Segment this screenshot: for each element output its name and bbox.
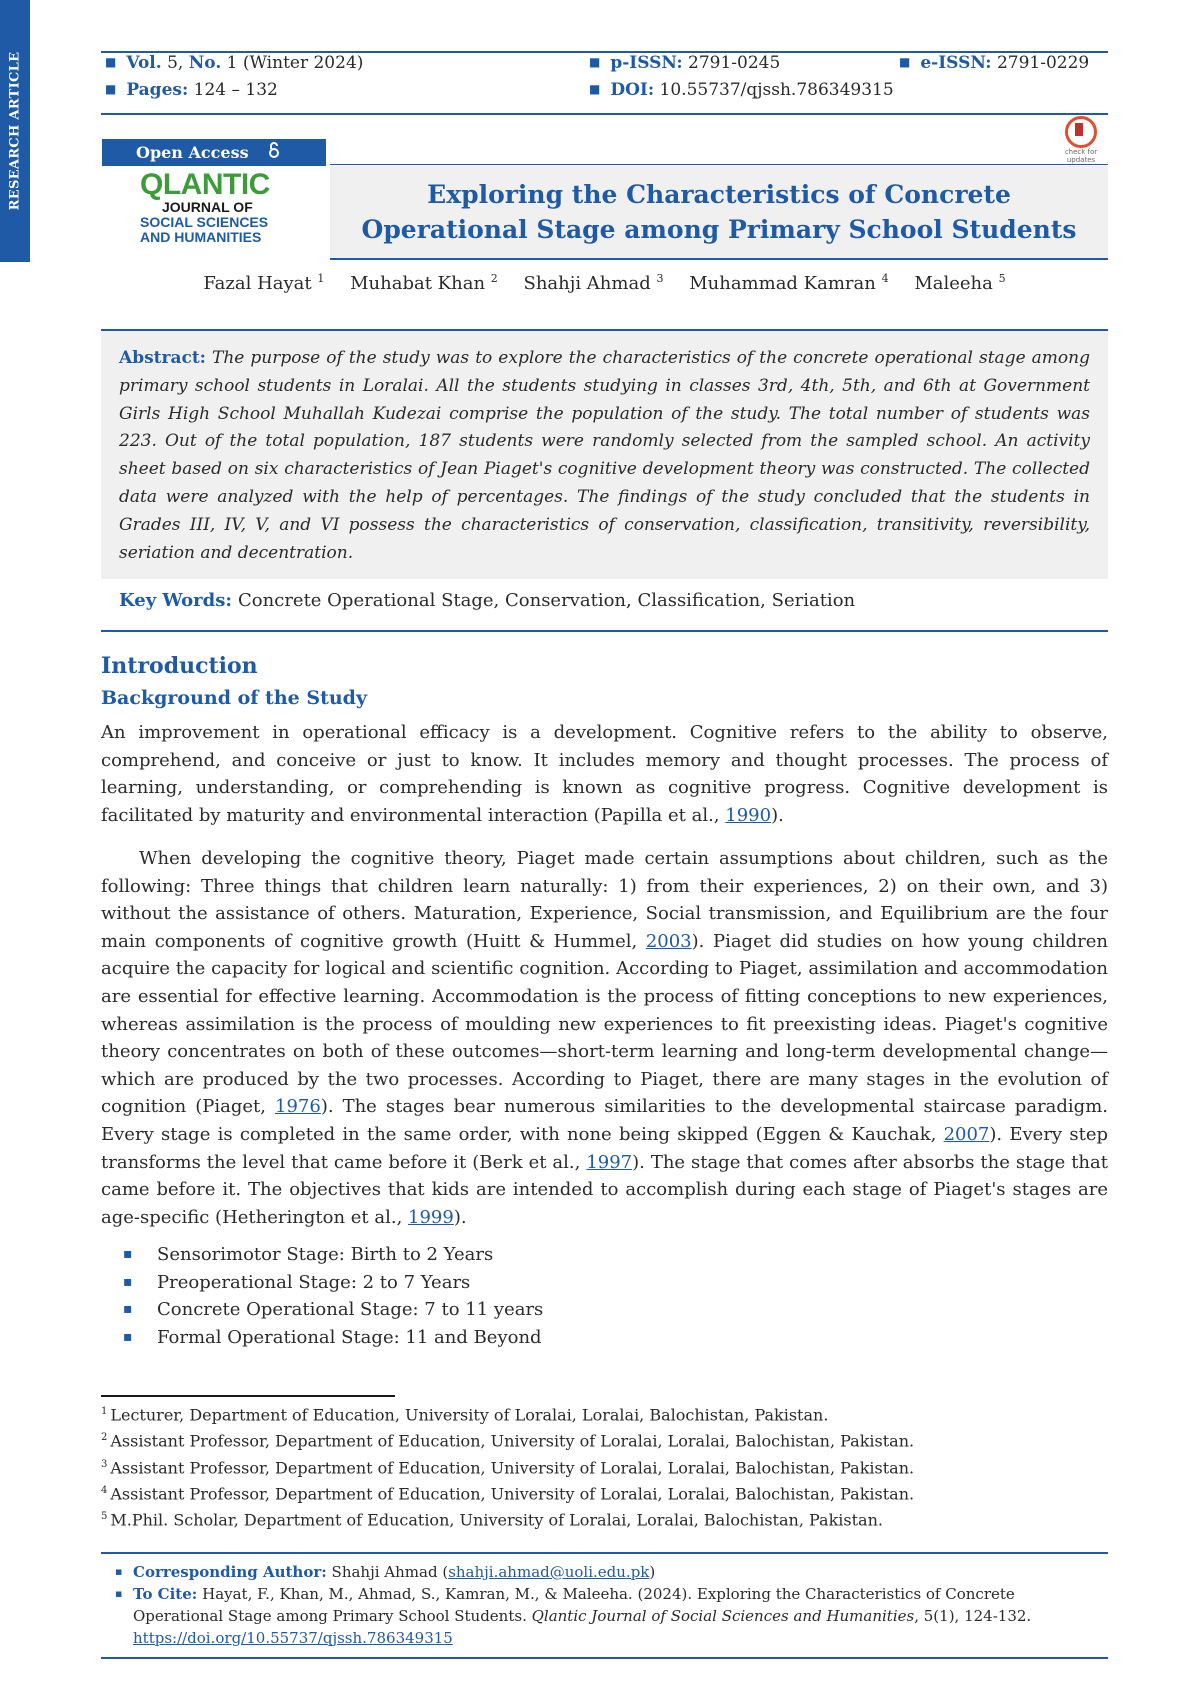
bullet-icon: ■ — [589, 55, 601, 69]
meta-pissn: ■ p-ISSN: 2791-0245 — [589, 53, 781, 73]
author: Muhammad Kamran $^4$ — [689, 272, 889, 294]
meta-pages: ■ Pages: 124 – 132 — [105, 80, 278, 100]
citation-link[interactable]: 1990 — [725, 804, 772, 826]
logo-line-4: AND HUMANITIES — [140, 229, 262, 245]
crossmark-text: check for updates — [1064, 148, 1098, 164]
list-item: ▪ Concrete Operational Stage: 7 to 11 years — [101, 1296, 543, 1324]
doi-link[interactable]: https://doi.org/10.55737/qjssh.786349315 — [133, 1629, 453, 1647]
citation-link[interactable]: 1976 — [275, 1096, 321, 1118]
bullet-icon: ■ — [899, 55, 911, 69]
logo-line-3: SOCIAL SCIENCES — [140, 214, 269, 230]
footnote: $^4$ Assistant Professor, Department of Education, University of Loralai, Loralai, Balochistan, Pakistan. — [101, 1484, 915, 1504]
logo-line-2: JOURNAL OF — [162, 199, 253, 215]
abstract-label: Abstract: — [119, 348, 206, 368]
stage-list — [101, 1241, 543, 1351]
research-article-label: RESEARCH ARTICLE — [7, 51, 23, 211]
paragraph-1: An improvement in operational efficacy is a development. Cognitive refers to the ability to observe, comprehend, and conceive or just to know. It includes memory and thought processes. The process of learning, understanding, or comprehending is known as cognitive progress. Cognitive development is facilitated by maturity and environmental interaction (Papilla et al., 1990). — [101, 722, 1108, 826]
open-lock-icon — [268, 139, 280, 166]
introduction-heading: Introduction — [101, 653, 258, 679]
paragraph-2: When developing the cognitive theory, Piaget made certain assumptions about children, such as the following: Three things that children learn naturally: 1) from their experiences, 2) on their own, and 3) without the assistance of others. Maturation, Experience, Social transmission, and Equilibrium are the four main components of cognitive growth (Huitt & Hummel, 2003). Piaget did studies on how young children acquire the capacity for logical and scientific cognition. According to Piaget, assimilation and accommodation are essential for effective learning. Accommodation is the process of fitting conceptions to new experiences, whereas assimilation is the process of moulding new experiences to fit preexisting ideas. Piaget's cognitive theory concentrates on both of these outcomes—short-term learning and long-term developmental change—which are produced by the two processes. According to Piaget, there are many stages in the evolution of cognition (Piaget, 1976). The stages bear numerous similarities to the developmental staircase paradigm. Every stage is completed in the same order, with none being skipped (Eggen & Kauchak, 2007). Every step transforms the level that came before it (Berk et al., 1997). The stage that comes after absorbs the stage that came before it. The objectives that kids are intended to accomplish during each stage of Piaget's stages are age-specific (Hetherington et al., 1999). — [101, 848, 1108, 1228]
citation-link[interactable]: 2003 — [645, 930, 692, 952]
author: Shahji Ahmad $^3$ — [523, 272, 664, 294]
meta-eissn: ■ e-ISSN: 2791-0229 — [899, 53, 1090, 73]
footnote-rule — [101, 1395, 395, 1397]
citation-box — [101, 1552, 1108, 1659]
bullet-icon: ■ — [105, 55, 117, 69]
footnote: $^5$ M.Phil. Scholar, Department of Education, University of Loralai, Loralai, Balochistan, Pakistan. — [101, 1510, 883, 1530]
abstract — [101, 329, 1108, 579]
meta-volume: ■ Vol. 5, No. 1 (Winter 2024) — [105, 53, 364, 73]
corresponding-author: ▪ Corresponding Author: Shahji Ahmad (shahji.ahmad@uoli.edu.pk) — [113, 1561, 1090, 1583]
email-link[interactable]: shahji.ahmad@uoli.edu.pk — [448, 1563, 650, 1581]
background-heading: Background of the Study — [101, 687, 367, 709]
citation-link[interactable]: 1999 — [408, 1206, 454, 1228]
header-rule — [330, 164, 1108, 165]
keywords-text: Concrete Operational Stage, Conservation, Classification, Seriation — [238, 590, 856, 611]
author: Fazal Hayat $^1$ — [203, 272, 325, 294]
open-access-bar — [102, 139, 326, 166]
to-cite: ▪ To Cite: Hayat, F., Khan, M., Ahmad, S., Kamran, M., & Maleeha. (2024). Exploring the Characteristics of Concrete Operational Stage among Primary School Students. Qlantic Journal of Social Sciences and Humanities, 5(1), 124-132. https://doi.org/10.55737/qjssh.786349315 — [113, 1583, 1090, 1649]
citation-link[interactable]: 2007 — [943, 1123, 990, 1145]
author: Muhabat Khan $^2$ — [350, 272, 498, 294]
bullet-icon: ■ — [589, 82, 601, 96]
logo-name: QLANTIC — [140, 168, 270, 201]
keywords — [101, 579, 1108, 632]
bullet-icon: ■ — [105, 82, 117, 96]
meta-doi[interactable]: ■ DOI: 10.55737/qjssh.786349315 — [589, 80, 894, 100]
footnotes — [101, 1400, 914, 1532]
article-title: Exploring the Characteristics of Concrete Operational Stage among Primary School Students — [361, 180, 1077, 244]
footnote: $^2$ Assistant Professor, Department of Education, University of Loralai, Loralai, Balochistan, Pakistan. — [101, 1431, 915, 1451]
footnote: $^1$ Lecturer, Department of Education, University of Loralai, Loralai, Balochistan, Pakistan. — [101, 1405, 829, 1425]
list-item: ▪ Sensorimotor Stage: Birth to 2 Years — [101, 1241, 543, 1269]
author: Maleeha $^5$ — [914, 272, 1006, 294]
crossmark-badge[interactable] — [1060, 116, 1102, 164]
footnote: $^3$ Assistant Professor, Department of Education, University of Loralai, Loralai, Balochistan, Pakistan. — [101, 1457, 915, 1477]
journal-logo — [140, 170, 300, 260]
title-box — [330, 166, 1108, 260]
list-item: ▪ Preoperational Stage: 2 to 7 Years — [101, 1269, 543, 1297]
crossmark-icon — [1065, 116, 1097, 148]
citation-link[interactable]: 1997 — [586, 1151, 633, 1173]
keywords-label: Key Words: — [119, 590, 233, 611]
journal-meta — [101, 51, 1108, 115]
author-list — [101, 272, 1108, 294]
research-article-tab — [0, 0, 30, 262]
abstract-text: The purpose of the study was to explore the characteristics of the concrete operational stage among primary school students in Loralai. All the students studying in classes 3rd, 4th, 5th, and 6th at Government Girls High School Muhallah Kudezai comprise the population of the study. The total number of students was 223. Out of the total population, 187 students were randomly selected from the sampled school. An activity sheet based on six characteristics of Jean Piaget's cognitive development theory was constructed. The collected data were analyzed with the help of percentages. The findings of the study concluded that the students in Grades III, IV, V, and VI possess the characteristics of conservation, classification, transitivity, reversibility, seriation and decentration. — [119, 348, 1090, 563]
open-access-label: Open Access — [136, 143, 249, 162]
list-item: ▪ Formal Operational Stage: 11 and Beyond — [101, 1324, 543, 1352]
